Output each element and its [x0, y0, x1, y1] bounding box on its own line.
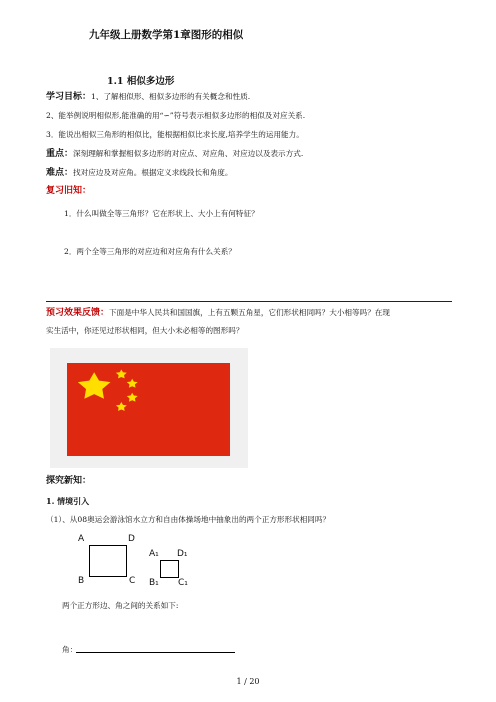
section-title: 1.1 相似多边形	[107, 76, 175, 87]
key-points-text: 深刻理解和掌握相似多边形的对应点、对应角、对应边以及表示方式.	[73, 149, 304, 158]
key-points-line	[46, 149, 303, 159]
answer-blank-line	[76, 652, 235, 653]
vertex-label-b: B	[78, 576, 85, 586]
vertex-label-c1: C₁	[178, 578, 188, 588]
explore-heading: 探究新知：	[46, 476, 92, 486]
difficulty-label: 难点：	[46, 168, 74, 178]
china-flag-image	[67, 363, 230, 456]
small-square	[160, 560, 179, 578]
preview-line-1	[46, 308, 390, 318]
vertex-label-c: C	[129, 576, 136, 586]
vertex-label-b1: B₁	[149, 578, 159, 588]
relation-intro: 两个正方形边、角之间的关系如下:	[62, 601, 179, 610]
objectives-text-1: 1、了解相似形、相似多边形的有关概念和性质.	[91, 92, 251, 101]
angle-label: 角：	[62, 645, 78, 654]
page-number: 1 / 20	[236, 677, 260, 686]
explore-question: （1）、从08奥运会游泳馆水立方和自由体操场地中抽象出的两个正方形形状相同吗？	[46, 515, 331, 524]
key-points-label: 重点：	[46, 149, 74, 159]
difficulty-line	[46, 168, 232, 178]
preview-line-2: 实生活中，你还见过形状相同，但大小未必相等的图形吗？	[46, 326, 244, 335]
vertex-label-a: A	[78, 534, 85, 544]
review-heading: 复习旧知：	[46, 186, 92, 196]
objectives-line-1	[46, 92, 250, 102]
explore-subheading: 1. 情境引入	[46, 496, 90, 506]
review-question-1: 1．什么叫做全等三角形？它在形状上、大小上有何特征？	[64, 209, 259, 218]
vertex-label-d1: D₁	[177, 549, 188, 559]
preview-text-1: 下面是中华人民共和国国旗，上有五颗五角星，它们形状相同吗？大小相等吗？在现	[109, 308, 390, 317]
big-square	[89, 545, 127, 577]
vertex-label-d: D	[128, 534, 135, 544]
objectives-label: 学习目标：	[46, 92, 92, 102]
preview-label: 预习效果反馈：	[46, 308, 110, 318]
review-question-2: 2．两个全等三角形的对应边和对应角有什么关系？	[64, 247, 236, 256]
page-title: 九年级上册数学第1章图形的相似	[89, 29, 244, 41]
objectives-line-3: 3．能说出相似三角形的相似比，能根据相似比求长度,培养学生的运用能力。	[46, 130, 304, 139]
flag-image-frame	[50, 348, 248, 468]
objectives-line-2: 2、能举例说明相似形,能准确的用“∽”符号表示相似多边形的相似及对应关系.	[46, 111, 306, 120]
section-divider	[46, 301, 452, 302]
difficulty-text: 找对应边及对应角。根据定义求线段长和角度。	[73, 168, 233, 177]
vertex-label-a1: A₁	[149, 549, 159, 559]
